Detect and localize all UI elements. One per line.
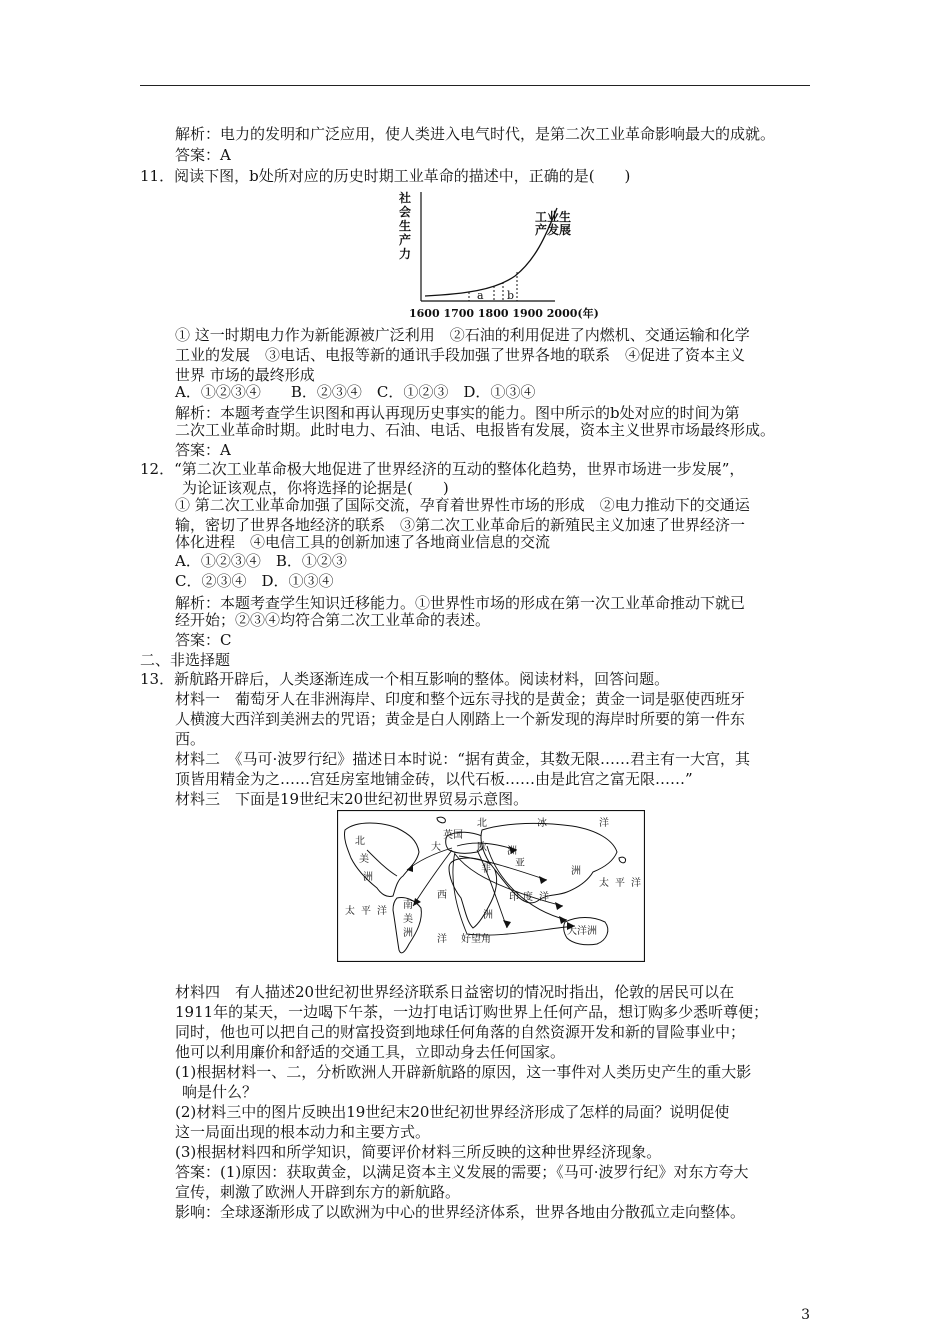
chart-ylabel-3: 生 [399,219,412,233]
q12-analysis-1: 解析：本题考查学生知识迁移能力。①世界性市场的形成在第一次工业革命推动下就已 [175,594,746,612]
chart-label-b: b [507,289,515,302]
q13-sub2-1: (2)材料三中的图片反映出19世纪末20世纪初世界经济形成了怎样的局面？说明促使 [175,1103,730,1121]
map-label-bei: 北 [477,818,487,829]
map-label-cape: 好望角 [461,934,491,945]
q12-choices-2: C．②③④ D．①③④ [175,572,334,590]
map-label-oceania: 大洋洲 [567,926,597,937]
q13-sub3: (3)根据材料四和所学知识，简要评价材料三所反映的这种世界经济现象。 [175,1143,662,1161]
q13-material4-3: 同时，他也可以把自己的财富投资到地球任何角落的自然资源开发和新的冒险事业中； [175,1023,746,1041]
q13-material4-4: 他可以利用廉价和舒适的交通工具，立即动身去任何国家。 [175,1043,566,1061]
map-label-ya-zhou: 洲 [571,866,581,877]
q13-material2-2: 顶皆用精金为之……宫廷房室地铺金砖，以代石板……由是此宫之富无限……” [175,770,693,788]
map-label-du: 度 [523,892,533,903]
chart-ylabel-1: 社 [399,191,412,205]
q11-choices: A．①②③④ B．②③④ C．①②③ D．①③④ [175,383,536,401]
productivity-chart [395,188,605,323]
map-label-yin: 印 [509,892,519,903]
section-title: 二、非选择题 [140,651,231,669]
map-label-w-tai: 太 [345,906,355,917]
map-label-nan: 南 [403,900,413,911]
page-number: 3 [801,1307,810,1323]
chart-curve-label-2: 产发展 [535,223,572,237]
map-label-e-tai: 太 [599,878,609,889]
q11-options-1: ① 这一时期电力作为新能源被广泛利用 ②石油的利用促进了内燃机、交通运输和化学 [175,326,750,344]
q13-material3: 材料三 下面是19世纪末20世纪初世界贸易示意图。 [175,790,529,808]
q13-sub1-1: (1)根据材料一、二，分析欧洲人开辟新航路的原因，这一事件对人类历史产生的重大影 [175,1063,752,1081]
map-label-na-zhou: 洲 [363,872,373,883]
q10-answer: 答案：A [175,146,231,164]
map-label-fei-zhou: 洲 [483,910,493,921]
q13-sub2-2: 这一局面出现的根本动力和主要方式。 [175,1123,431,1141]
q13-material2-1: 材料二 《马可·波罗行纪》描述日本时说：“据有黄金，其数无限……君主有一大宫，其 [175,750,750,768]
q11-stem: 11．阅读下图，b处所对应的历史时期工业革命的描述中，正确的是( ) [140,167,631,185]
q12-stem-2: 为论证该观点，你将选择的论据是( ) [182,479,449,497]
map-label-ou: 欧 [477,842,487,853]
map-label-ya: 亚 [515,858,525,869]
map-label-ou-zhou: 洲 [507,846,517,857]
q13-material1-3: 西。 [175,730,206,748]
map-label-e-ping: 平 [615,878,625,889]
map-label-w-yang: 洋 [377,906,387,917]
map-label-yang-n: 洋 [599,818,609,829]
q13-stem: 13．新航路开辟后，人类逐渐连成一个相互影响的整体。阅读材料，回答问题。 [140,670,670,688]
map-label-nan-zhou: 洲 [403,928,413,939]
q13-material1-2: 人横渡大西洋到美洲去的咒语；黄金是白人刚踏上一个新发现的海岸时所要的第一件东 [175,710,746,728]
q12-choices-1: A．①②③④ B．①②③ [175,552,347,570]
map-label-w-ping: 平 [361,906,371,917]
world-trade-map [337,810,645,962]
map-label-da: 大 [431,842,441,853]
map-label-na-bei: 北 [355,836,365,847]
chart-ylabel-5: 力 [399,247,412,261]
map-label-fei: 非 [481,864,491,875]
q12-options-3: 体化进程 ④电信工具的创新加速了各地商业信息的交流 [175,533,551,551]
chart-ylabel-2: 会 [399,205,412,219]
q12-stem-1: 12．“第二次工业革命极大地促进了世界经济的互动的整体化趋势，世界市场进一步发展”， [140,460,745,478]
q13-answer-2: 宣传，刺激了欧洲人开辟到东方的新航路。 [175,1183,461,1201]
q11-options-3: 世界 市场的最终形成 [175,366,315,384]
q11-analysis-1: 解析：本题考查学生识图和再认再现历史事实的能力。图中所示的b处对应的时间为第 [175,404,740,422]
q12-analysis-2: 经开始；②③④均符合第二次工业革命的表述。 [175,611,491,629]
map-label-e-yang: 洋 [631,878,641,889]
chart-xticks: 1600 1700 1800 1900 2000(年) [409,307,599,320]
q13-sub1-2: 响是什么？ [182,1083,258,1101]
map-label-yindu-yang: 洋 [539,892,549,903]
map-label-xi-yang: 洋 [437,934,447,945]
q11-analysis-2: 二次工业革命时期。此时电力、石油、电话、电报皆有发展，资本主义世界市场最终形成。 [175,421,776,439]
map-label-xi: 西 [437,890,447,901]
q10-analysis: 解析：电力的发明和广泛应用，使人类进入电气时代，是第二次工业革命影响最大的成就。 [175,125,776,143]
q12-answer: 答案：C [175,631,232,649]
q13-answer-3: 影响：全球逐渐形成了以欧洲为中心的世界经济体系，世界各地由分散孤立走向整体。 [175,1203,746,1221]
header-rule [140,85,810,86]
q11-answer: 答案：A [175,441,231,459]
chart-ylabel-4: 产 [399,233,412,247]
map-label-bing: 冰 [537,818,547,829]
q12-options-1: ① 第二次工业革命加强了国际交流，孕育着世界性市场的形成 ②电力推动下的交通运 [175,496,750,514]
q13-material4-2: 1911年的某天，一边喝下午茶，一边打电话订购世界上任何产品，想订购多少悉听尊便； [175,1003,769,1021]
map-label-na-mei: 美 [359,854,369,865]
q12-options-2: 输，密切了世界各地经济的联系 ③第二次工业革命后的新殖民主义加速了世界经济一 [175,516,746,534]
q11-options-2: 工业的发展 ③电话、电报等新的通讯手段加强了世界各地的联系 ④促进了资本主义 [175,346,746,364]
chart-label-a: a [477,289,484,302]
map-label-england: 英国 [443,830,463,841]
map-label-nan-mei: 美 [403,914,413,925]
q13-material4-1: 材料四 有人描述20世纪初世界经济联系日益密切的情况时指出，伦敦的居民可以在 [175,983,735,1001]
q13-answer-1: 答案：(1)原因：获取黄金，以满足资本主义发展的需要；《马可·波罗行纪》对东方夸大 [175,1163,749,1181]
q13-material1-1: 材料一 葡萄牙人在非洲海岸、印度和整个远东寻找的是黄金；黄金一词是驱使西班牙 [175,690,746,708]
chart-curve-label-1: 工业生 [535,210,572,224]
